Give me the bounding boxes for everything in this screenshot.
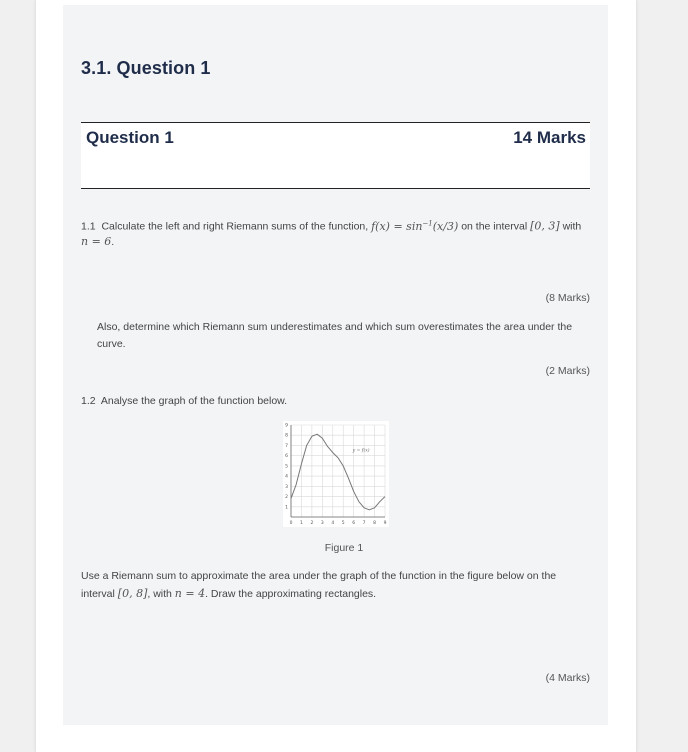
question-text: Analyse the graph of the function below.: [100, 395, 288, 407]
question-header-box: [81, 122, 590, 189]
interval-expression: [0, 8]: [117, 587, 148, 600]
y-tick-label: 4: [285, 474, 288, 480]
y-tick-label: 8: [285, 433, 288, 439]
function-expression: $f(x) = \sin^{-1}(x/3)$: [371, 219, 459, 233]
curve-label: y = f(x): [352, 448, 370, 454]
figure-caption: Figure 1: [324, 542, 364, 554]
interval-expression: [0, 3]: [530, 219, 560, 233]
question-1-2-text: [81, 393, 287, 410]
marks-label: (8 Marks): [545, 292, 590, 304]
x-tick-label: 7: [362, 521, 366, 526]
question-total-marks: 14 Marks: [513, 128, 586, 147]
y-tick-label: 2: [285, 495, 288, 501]
y-tick-label: 1: [285, 505, 288, 511]
question-text-after: with: [562, 220, 582, 233]
instruction-text-after: . Draw the approximating rectangles.: [205, 588, 377, 600]
x-tick-label: 1: [300, 521, 303, 526]
marks-label: (2 Marks): [545, 365, 590, 377]
x-tick-label: 9: [383, 521, 387, 526]
n-expression: n = 4: [174, 587, 206, 600]
question-text-mid: on the interval: [461, 220, 528, 233]
y-tick-label: 6: [285, 454, 288, 460]
function-graph: [283, 421, 389, 527]
x-tick-label: 4: [331, 521, 335, 526]
period: .: [111, 236, 115, 248]
instruction-text: [81, 568, 581, 603]
section-heading: 3.1. Question 1: [81, 58, 211, 78]
y-tick-label: 3: [285, 484, 288, 490]
instruction-text-before: Use a Riemann sum to approximate the area under the graph of the function in the figure below on the interval: [81, 570, 557, 600]
y-tick-label: 5: [285, 464, 288, 470]
marks-label: (4 Marks): [545, 672, 590, 684]
instruction-text-mid: , with: [147, 588, 172, 600]
x-tick-label: 5: [341, 521, 345, 526]
y-tick-label: 9: [285, 423, 288, 429]
function-graph-figure: [283, 421, 389, 527]
x-tick-label: 0: [289, 521, 293, 526]
question-1-1-text: [81, 215, 596, 236]
content-panel: [63, 5, 608, 725]
question-text: Calculate the left and right Riemann sums of the function,: [101, 220, 369, 233]
x-tick-label: 2: [310, 521, 314, 526]
n-expression: n = 6: [81, 235, 112, 248]
followup-text: Also, determine which Riemann sum underestimates and which sum overestimates the area under the curve.: [97, 321, 573, 350]
x-tick-label: 3: [320, 521, 324, 526]
question-number: 1.2: [81, 395, 96, 407]
y-tick-label: 7: [285, 443, 288, 449]
question-title: Question 1: [86, 128, 174, 147]
x-tick-label: 6: [352, 521, 356, 526]
x-tick-label: 8: [373, 521, 376, 526]
question-number: 1.1: [81, 220, 96, 233]
n-expression-line: [81, 233, 114, 251]
